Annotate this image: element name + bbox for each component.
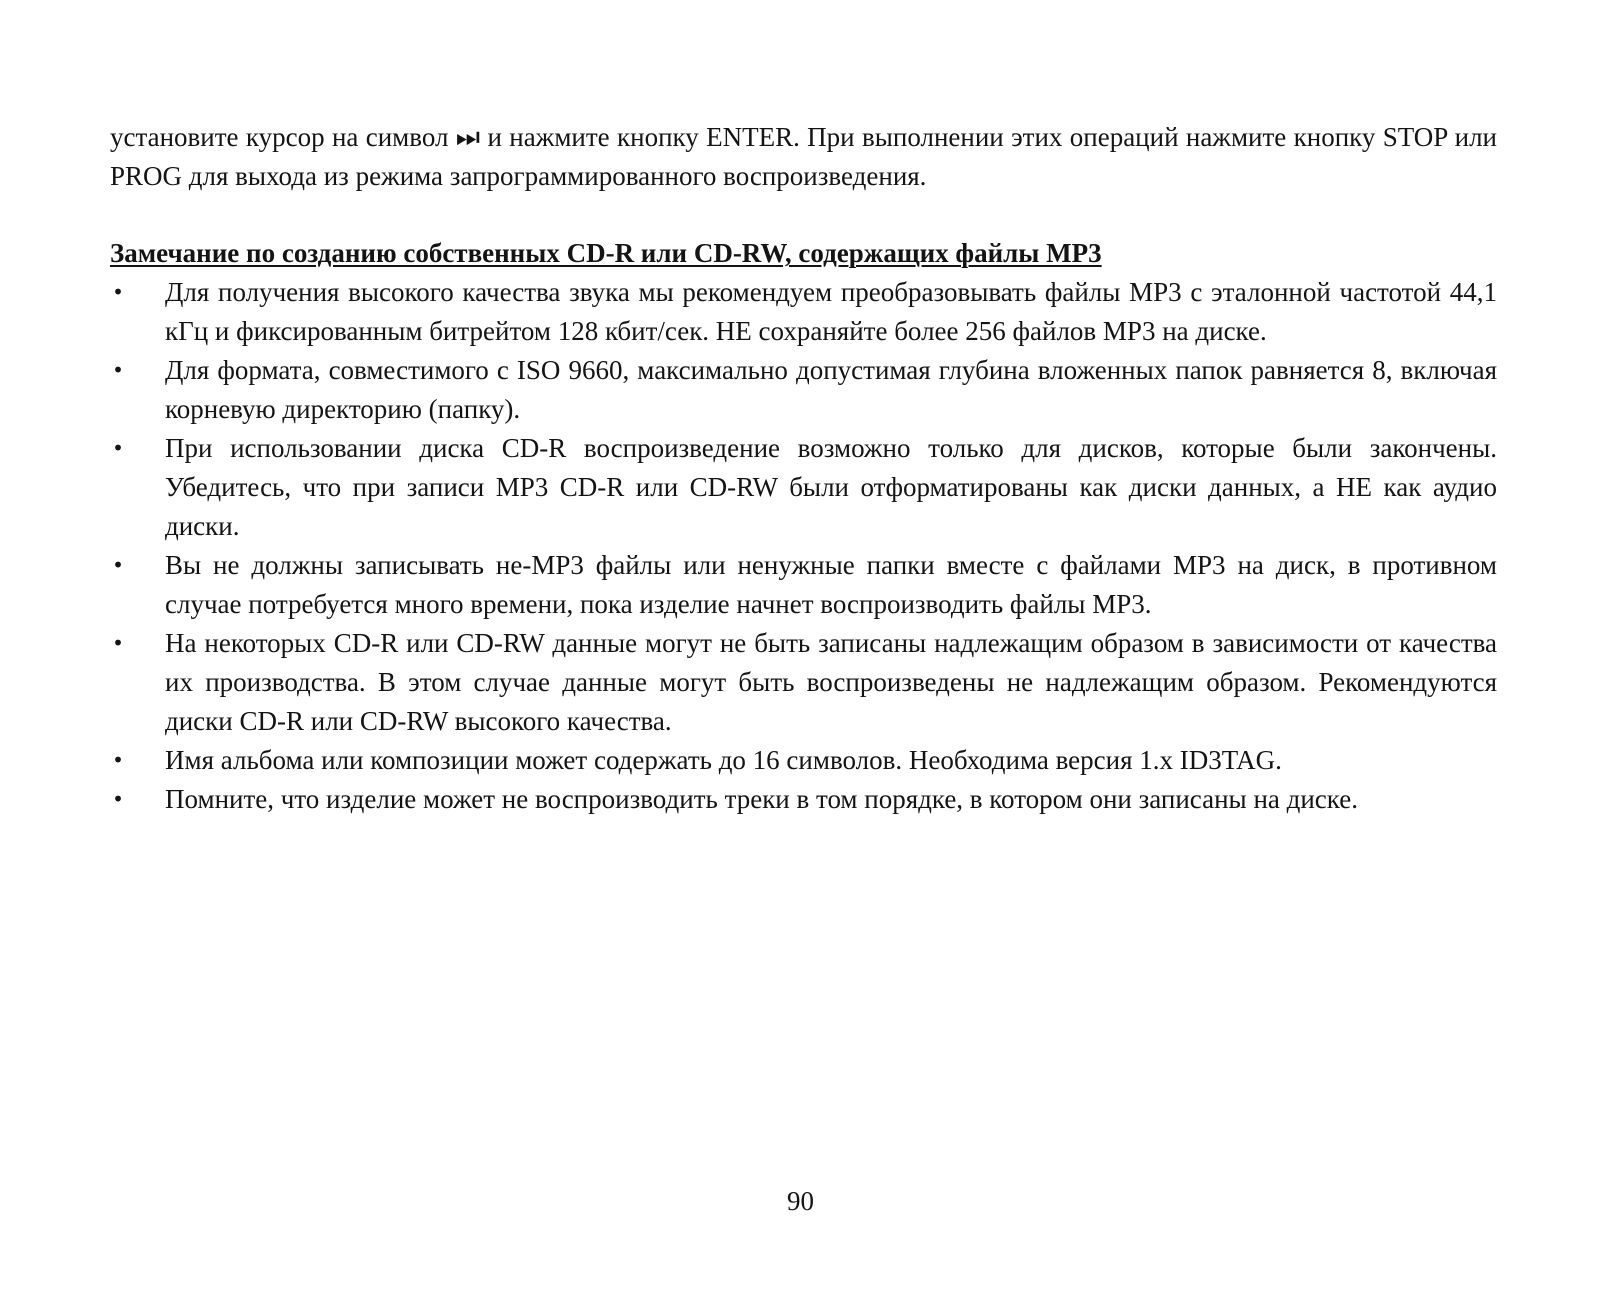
bullet-icon: • xyxy=(112,631,124,655)
list-item-text: На некоторых CD-R или CD-RW данные могут не быть записаны надлежащим образом в зависимости от качества их производства. В этом случае данные могут быть воспроизведены не надлежащим образом. Рекомендуются диски CD-R или CD-RW высокого качества. xyxy=(165,628,1497,736)
list-item xyxy=(110,273,1497,351)
list-item-text: При использовании диска CD-R воспроизведение возможно только для дисков, которые были закончены. Убедитесь, что при записи MP3 CD-R или CD-RW были отформатированы как диски данных, а НЕ как аудио диски. xyxy=(165,433,1497,541)
bullet-icon: • xyxy=(112,436,124,460)
list-item xyxy=(110,741,1497,780)
bullet-icon: • xyxy=(112,748,124,772)
list-item xyxy=(110,351,1497,429)
list-item-text: Имя альбома или композиции может содержать до 16 символов. Необходима версия 1.x ID3TAG. xyxy=(165,745,1282,775)
section-heading: Замечание по созданию собственных CD-R или CD-RW, содержащих файлы MP3 xyxy=(110,238,1102,268)
list-item xyxy=(110,429,1497,546)
list-item xyxy=(110,624,1497,741)
list-item-text: Для формата, совместимого с ISO 9660, максимально допустимая глубина вложенных папок равняется 8, включая корневую директорию (папку). xyxy=(165,355,1497,424)
list-item-text: Помните, что изделие может не воспроизводить треки в том порядке, в котором они записаны на диске. xyxy=(165,784,1358,814)
bullet-icon: • xyxy=(112,787,124,811)
notes-list xyxy=(110,273,1497,819)
list-item xyxy=(110,546,1497,624)
page-number: 90 xyxy=(787,1186,814,1216)
list-item-text: Для получения высокого качества звука мы рекомендуем преобразовывать файлы MP3 с эталонной частотой 44,1 кГц и фиксированным битрейтом 128 кбит/сек. НЕ сохраняйте более 256 файлов MP3 на диске. xyxy=(165,277,1497,346)
intro-paragraph: установите курсор на символ ⏭ и нажмите кнопку ENTER. При выполнении этих операций нажмите кнопку STOP или PROG для выхода из режима запрограммированного воспроизведения. xyxy=(110,122,1497,191)
list-item-text: Вы не должны записывать не-MP3 файлы или ненужные папки вместе с файлами MP3 на диск, в противном случае потребуется много времени, пока изделие начнет воспроизводить файлы MP3. xyxy=(165,550,1497,619)
list-item xyxy=(110,780,1497,819)
bullet-icon: • xyxy=(112,280,124,304)
bullet-icon: • xyxy=(112,553,124,577)
bullet-icon: • xyxy=(112,358,124,382)
document-page xyxy=(110,118,1497,819)
